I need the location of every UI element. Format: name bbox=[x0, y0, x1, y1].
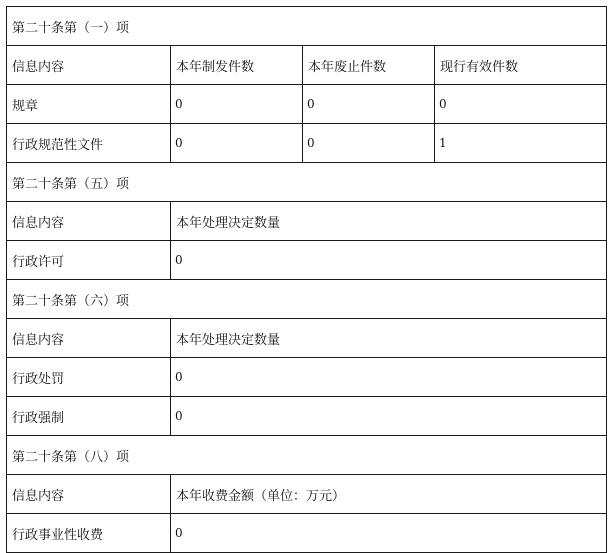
table-row bbox=[7, 241, 607, 280]
cell-value: 0 bbox=[303, 85, 435, 124]
cell-value: 0 bbox=[171, 358, 607, 397]
table-header-row bbox=[7, 319, 607, 358]
section-heading: 第二十条第（八）项 bbox=[7, 436, 607, 475]
section-heading-row bbox=[7, 163, 607, 202]
table-row bbox=[7, 358, 607, 397]
column-header: 信息内容 bbox=[7, 202, 171, 241]
cell-value: 0 bbox=[435, 85, 607, 124]
table-row bbox=[7, 124, 607, 163]
table-row bbox=[7, 85, 607, 124]
cell-value: 0 bbox=[303, 124, 435, 163]
column-header: 信息内容 bbox=[7, 475, 171, 514]
section-heading: 第二十条第（一）项 bbox=[7, 7, 607, 46]
cell-value: 0 bbox=[171, 85, 303, 124]
table-row bbox=[7, 397, 607, 436]
section-heading-row bbox=[7, 7, 607, 46]
table-header-row bbox=[7, 46, 607, 85]
column-header: 信息内容 bbox=[7, 46, 171, 85]
column-header: 本年制发件数 bbox=[171, 46, 303, 85]
section-heading-row bbox=[7, 436, 607, 475]
section-heading-row bbox=[7, 280, 607, 319]
section-heading: 第二十条第（六）项 bbox=[7, 280, 607, 319]
row-label: 行政规范性文件 bbox=[7, 124, 171, 163]
row-label: 行政处罚 bbox=[7, 358, 171, 397]
column-header: 信息内容 bbox=[7, 319, 171, 358]
cell-value: 0 bbox=[171, 241, 607, 280]
table-row bbox=[7, 514, 607, 553]
cell-value: 1 bbox=[435, 124, 607, 163]
section-heading: 第二十条第（五）项 bbox=[7, 163, 607, 202]
cell-value: 0 bbox=[171, 124, 303, 163]
column-header: 本年废止件数 bbox=[303, 46, 435, 85]
cell-value: 0 bbox=[171, 397, 607, 436]
row-label: 行政许可 bbox=[7, 241, 171, 280]
row-label: 行政强制 bbox=[7, 397, 171, 436]
row-label: 行政事业性收费 bbox=[7, 514, 171, 553]
table-header-row bbox=[7, 202, 607, 241]
column-header: 本年处理决定数量 bbox=[171, 202, 607, 241]
disclosure-table bbox=[6, 6, 607, 553]
column-header: 现行有效件数 bbox=[435, 46, 607, 85]
column-header: 本年处理决定数量 bbox=[171, 319, 607, 358]
column-header: 本年收费金额（单位：万元） bbox=[171, 475, 607, 514]
table-header-row bbox=[7, 475, 607, 514]
row-label: 规章 bbox=[7, 85, 171, 124]
cell-value: 0 bbox=[171, 514, 607, 553]
